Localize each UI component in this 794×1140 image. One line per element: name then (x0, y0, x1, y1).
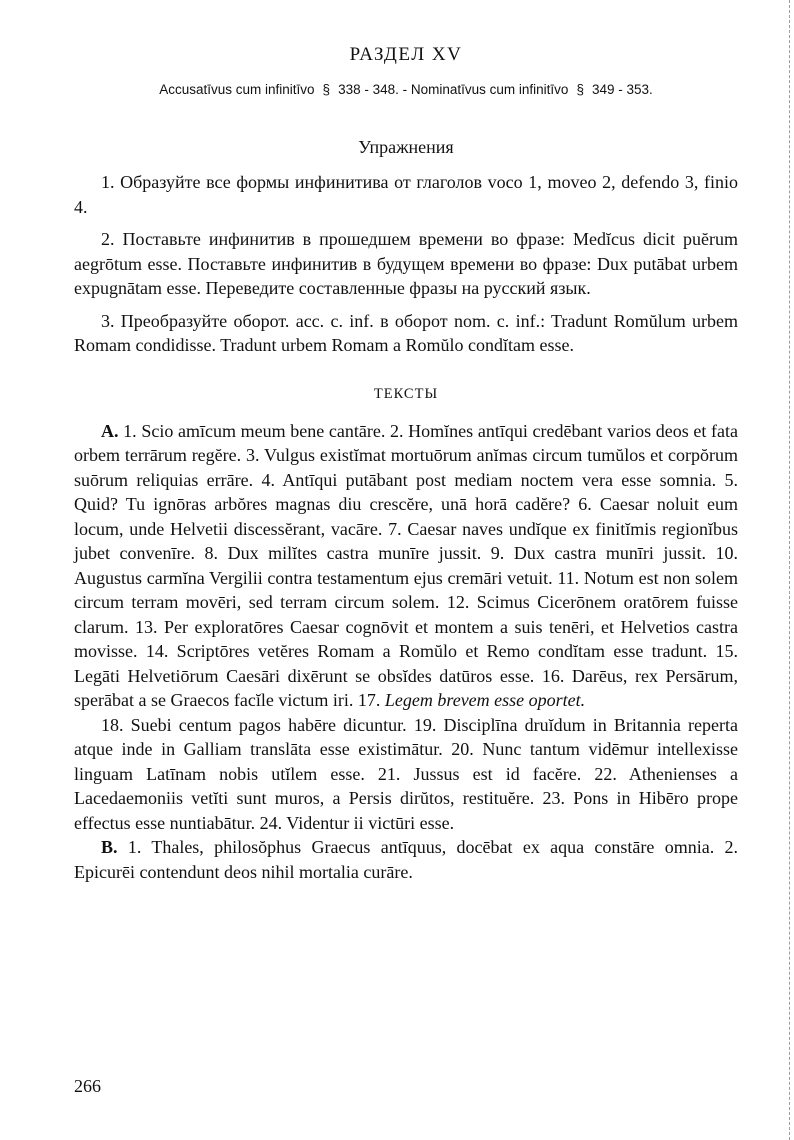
text-a-label: A. (101, 420, 119, 441)
exercise-item: 1. Образуйте все формы инфинитива от глаголов voco 1, moveo 2, defendo 3, finio 4. (74, 172, 738, 217)
section-mark: § (322, 82, 331, 97)
page-edge-line (789, 0, 790, 1140)
accusativus-topic: Accusatīvus cum infinitīvo (159, 82, 315, 97)
text-a-paragraph (74, 419, 738, 713)
texts-heading: ТЕКСТЫ (373, 385, 439, 402)
section-range: 338 - 348. - (338, 82, 408, 97)
text-a-italic-sentence: Legem brevem esse oportet. (384, 690, 586, 710)
exercise-item: 3. Преобразуйте оборот. acc. c. inf. в оборот nom. c. inf.: Tradunt Romŭlum urbem Romam condidisse. Tradunt urbem Romam a Romŭlo condĭtam esse. (74, 310, 738, 355)
text-a-continuation: 18. Suebi centum pagos habēre dicuntur. 19. Disciplīna druĭdum in Britannia reperta atque inde in Galliam translāta esse existimātur. 20. Nunc tantum vidēmur intellexisse linguam Latīnam nobis utĭlem esse. 21. Jussus est id facĕre. 22. Athenienses a Lacedaemoniis vetĭti sunt muros, a Persis dirŭtos, restituĕre. 23. Pons in Hibēro prope effectus esse nuntiabātur. 24. Videntur ii victūri esse. (74, 714, 738, 833)
exercises-heading: Упражнения (358, 137, 454, 157)
section-mark: § (576, 82, 584, 97)
section-subtitle (74, 82, 738, 97)
section-range: 349 - 353. (591, 82, 653, 97)
nominativus-topic: Nominatīvus cum infinitīvo (410, 82, 569, 97)
section-title: РАЗДЕЛ XV (349, 44, 463, 65)
text-a-body: 1. Scio amīcum meum bene cantāre. 2. Homĭnes antīqui credēbant varios deos et fata orbem terrārum regĕre. 3. Vulgus existĭmat mortuōrum anĭmas circum tumŭlos et corpŏrum suōrum reliquias errāre. 4. Antīqui putābant post mediam noctem vera esse somnia. 5. Quid? Tu ignōras arbŏres magnas diu crescĕre, unā horā cadĕre? 6. Caesar noluit eum locum, unde Helvetii discessĕrant, vacāre. 7. Caesar naves undĭque ex finitĭmis regionĭbus jubet convenīre. 8. Dux milĭtes castra munīre jussit. 9. Dux castra munīri jussit. 10. Augustus carmĭna Vergilii contra testamentum ejus cremāri vetuit. 11. Notum est non solem circum terram movēri, sed terram circum solem. 12. Scimus Cicerōnem oratōrem fuisse clarum. 13. Per exploratōres Caesar cognōvit et montem a suis tenēri, et Helvetios castra movisse. 14. Scriptōres vetĕres Romam a Romŭlo et Remo condĭtam esse tradunt. 15. Legāti Helvetiōrum Caesāri dixērunt se obsĭdes datūros esse. 16. Darēus, rex Persārum, sperābat a se Graecos facĭle victum iri. 17. (74, 420, 739, 710)
text-b-paragraph (74, 835, 738, 884)
page-content (74, 44, 738, 884)
page-number: 266 (74, 1076, 101, 1096)
text-b-label: B. (101, 837, 118, 857)
exercise-item: 2. Поставьте инфинитив в прошедшем времени во фразе: Medĭcus dicit puĕrum aegrōtum esse. Поставьте инфинитив в будущем времени во фразе: Dux putābat urbem expugnātam esse. Переведите составленные фразы на русский язык. (74, 229, 739, 298)
text-b-body: 1. Thales, philosŏphus Graecus antīquus, docēbat ex aqua constāre omnia. 2. Epicurēi contendunt deos nihil mortalia curāre. (74, 837, 739, 882)
